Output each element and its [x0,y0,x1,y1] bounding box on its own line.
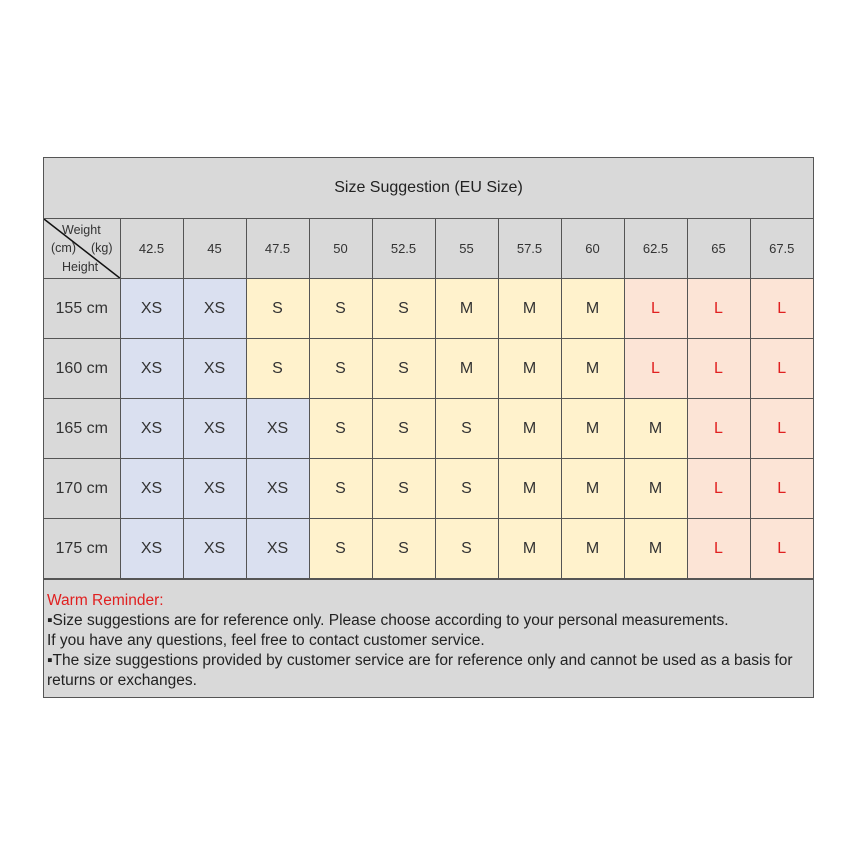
size-chart [43,157,814,698]
size-cell: XS [120,339,183,399]
size-cell: L [750,459,813,519]
size-cell: M [624,519,687,579]
reminder-line: ▪The size suggestions provided by customer service are for reference only and cannot be used as a basis for returns or exchanges. [47,652,793,689]
size-cell: XS [183,399,246,459]
size-cell: S [372,279,435,339]
size-cell: M [498,399,561,459]
reminder-heading: Warm Reminder: [47,592,164,609]
size-row [44,339,813,399]
reminder-line: ▪Size suggestions are for reference only. Please choose according to your personal measurements. [47,612,729,629]
height-label-cell: 170 cm [44,459,120,519]
size-cell: L [624,279,687,339]
size-cell: L [624,339,687,399]
weight-header-cell: 55 [435,219,498,279]
size-cell: S [309,459,372,519]
size-cell: M [498,459,561,519]
size-cell: M [561,519,624,579]
size-cell: S [309,399,372,459]
weight-header-cell: 67.5 [750,219,813,279]
size-cell: S [372,339,435,399]
size-cell: S [435,519,498,579]
size-cell: M [561,459,624,519]
size-cell: L [687,399,750,459]
weight-header-row [44,219,813,279]
size-cell: XS [120,459,183,519]
warm-reminder [44,579,813,687]
size-cell: M [498,339,561,399]
size-cell: XS [183,459,246,519]
size-cell: M [435,339,498,399]
weight-header-cell: 42.5 [120,219,183,279]
height-label-cell: 175 cm [44,519,120,579]
size-cell: M [435,279,498,339]
size-cell: L [687,279,750,339]
size-cell: M [561,339,624,399]
size-row [44,519,813,579]
size-cell: M [498,519,561,579]
size-cell: S [372,399,435,459]
corner-height-label: Height [62,260,99,274]
size-cell: XS [246,399,309,459]
size-cell: S [309,279,372,339]
height-label-cell: 165 cm [44,399,120,459]
size-row [44,459,813,519]
size-cell: S [246,339,309,399]
weight-header-cell: 52.5 [372,219,435,279]
size-cell: M [624,459,687,519]
size-cell: S [372,519,435,579]
reminder-line: If you have any questions, feel free to contact customer service. [47,632,485,649]
size-cell: M [624,399,687,459]
size-cell: XS [120,519,183,579]
corner-weight-label: Weight [62,223,101,237]
size-cell: L [687,339,750,399]
weight-header-cell: 60 [561,219,624,279]
size-cell: M [561,399,624,459]
size-cell: L [750,399,813,459]
size-table [44,219,813,579]
size-cell: L [750,279,813,339]
size-cell: XS [120,279,183,339]
chart-title: Size Suggestion (EU Size) [44,158,813,219]
weight-header-cell: 65 [687,219,750,279]
size-cell: S [309,339,372,399]
corner-header-cell [44,219,120,279]
size-cell: S [246,279,309,339]
corner-cm-label: (cm) [51,241,76,255]
weight-header-cell: 57.5 [498,219,561,279]
size-cell: M [561,279,624,339]
weight-header-cell: 45 [183,219,246,279]
weight-header-cell: 62.5 [624,219,687,279]
size-cell: L [750,519,813,579]
size-cell: XS [120,399,183,459]
size-cell: XS [183,279,246,339]
size-cell: S [309,519,372,579]
size-cell: S [372,459,435,519]
height-label-cell: 155 cm [44,279,120,339]
size-row [44,399,813,459]
size-cell: M [498,279,561,339]
size-row [44,279,813,339]
size-cell: L [687,519,750,579]
weight-header-cell: 50 [309,219,372,279]
size-cell: L [750,339,813,399]
size-cell: XS [183,519,246,579]
weight-header-cell: 47.5 [246,219,309,279]
size-cell: XS [183,339,246,399]
size-cell: L [687,459,750,519]
height-label-cell: 160 cm [44,339,120,399]
size-cell: S [435,459,498,519]
size-cell: XS [246,519,309,579]
size-cell: XS [246,459,309,519]
size-cell: S [435,399,498,459]
corner-kg-label: (kg) [91,241,113,255]
